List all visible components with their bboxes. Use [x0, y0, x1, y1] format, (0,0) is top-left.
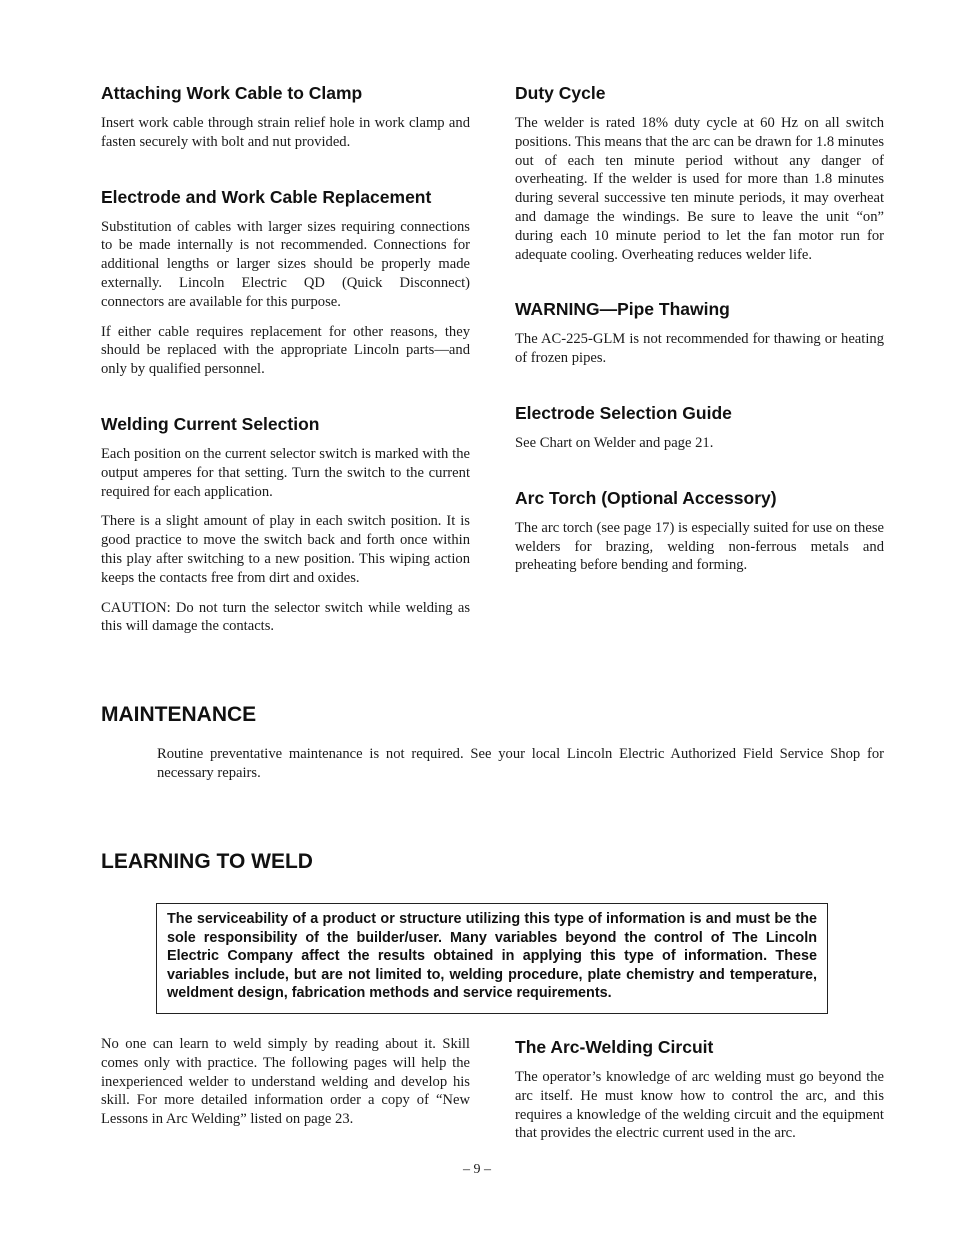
section-paragraph: If either cable requires replacement for other reasons, they should be replaced with the appropriate Lincoln parts—and only by qualified personnel.	[101, 323, 470, 378]
section-arc-torch	[515, 487, 884, 575]
learning-left-column	[101, 1035, 470, 1140]
maintenance-text: Routine preventative maintenance is not required. See your local Lincoln Electric Authorized Field Service Shop for necessary repairs.	[157, 746, 884, 781]
section-heading: Duty Cycle	[515, 83, 606, 103]
section-heading: Electrode and Work Cable Replacement	[101, 186, 432, 207]
section-current-selection	[101, 413, 470, 636]
learning-right-column	[515, 1036, 884, 1154]
section-heading: Electrode Selection Guide	[515, 402, 732, 423]
maintenance-heading: MAINTENANCE	[101, 703, 257, 726]
learning-intro: No one can learn to weld simply by reading about it. Skill comes only with practice. The following pages will help the inexperienced welder to understand welding and develop his skill. For more detailed information order a copy of “New Lessons in Arc Welding” listed on page 23.	[101, 1036, 470, 1128]
section-paragraph: Insert work cable through strain relief hole in work clamp and fasten securely with bolt and nut provided.	[101, 115, 470, 150]
section-heading: WARNING—Pipe Thawing	[515, 299, 730, 320]
section-heading: Attaching Work Cable to Clamp	[101, 83, 363, 103]
section-heading: Welding Current Selection	[101, 413, 320, 434]
right-column	[515, 82, 884, 609]
section-paragraph: Substitution of cables with larger sizes requiring connections to be made internally is not recommended. Connections for additional lengths or larger sizes should be properly made externally. Lincoln Electric QD (Quick Disconnect) connectors are available for this purpose.	[101, 218, 470, 310]
section-paragraph: The arc torch (see page 17) is especially suited for use on these welders for brazing, welding non-ferrous metals and preheating before bending and forming.	[515, 519, 884, 574]
section-pipe-thawing-warning	[515, 298, 884, 368]
section-duty-cycle	[515, 82, 884, 264]
circuit-text: The operator’s knowledge of arc welding must go beyond the arc itself. He must know how to control the arc, and this requires a knowledge of the welding circuit and the equipment that provides the electric current used in the arc.	[515, 1069, 884, 1142]
section-paragraph: There is a slight amount of play in each switch position. It is good practice to move the switch back and forth once within this play after switching to a new position. This wiping action keeps the contacts free from dirt and oxides.	[101, 513, 470, 586]
section-work-cable-clamp	[101, 82, 470, 152]
section-cable-replacement	[101, 186, 470, 379]
circuit-heading: The Arc-Welding Circuit	[515, 1037, 714, 1057]
section-heading: Arc Torch (Optional Accessory)	[515, 487, 777, 508]
disclaimer-notice-box: The serviceability of a product or structure utilizing this type of information is and must be the sole responsibility of the builder/user. Many variables beyond the control of The Lincoln Electric Company affect the results obtained in applying this type of information. These variables include, but are not limited to, welding procedure, plate chemistry and temperature, weldment design, fabrication methods and service requirements.	[156, 903, 828, 1014]
section-paragraph: The AC-225-GLM is not recommended for thawing or heating of frozen pipes.	[515, 331, 884, 367]
section-paragraph: Each position on the current selector switch is marked with the output amperes for that setting. Turn the switch to the current required for each application.	[101, 445, 470, 500]
page-number: – 9 –	[463, 1162, 491, 1177]
section-paragraph: CAUTION: Do not turn the selector switch while welding as this will damage the contacts.	[101, 599, 470, 635]
section-paragraph: The welder is rated 18% duty cycle at 60 Hz on all switch positions. This means that the arc can be drawn for 1.8 minutes out of each ten minute period without any danger of overheating. If the welder is used for more than 1.8 minutes during several successive ten minute periods, it may overheat and damage the windings. Be sure to leave the unit “on” during each 10 minute period to let the fan motor run for adequate cooling. Overheating reduces welder life.	[515, 115, 884, 263]
learning-heading: LEARNING TO WELD	[101, 850, 313, 873]
section-electrode-guide	[515, 402, 884, 453]
section-paragraph: See Chart on Welder and page 21.	[515, 434, 714, 451]
left-column	[101, 82, 470, 670]
